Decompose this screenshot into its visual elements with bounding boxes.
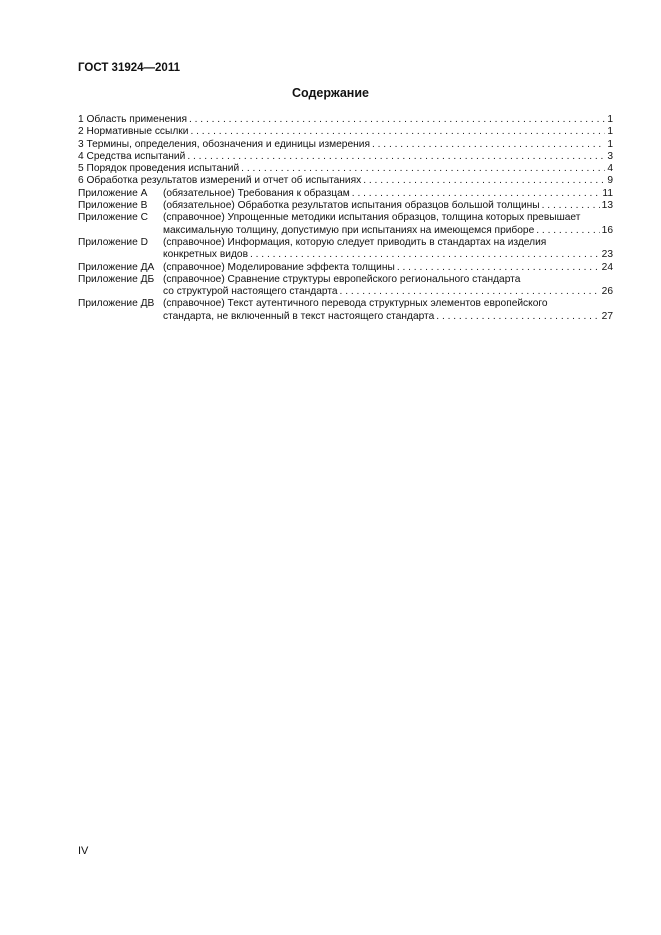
dot-leader: [397, 262, 600, 274]
toc-page-number: 16: [601, 224, 613, 236]
toc-page-number: 4: [607, 163, 613, 175]
appendix-title: (обязательное) Требования к образцам: [163, 187, 350, 199]
page-title: Содержание: [291, 86, 369, 100]
toc-appendix-da[interactable]: [78, 262, 613, 274]
dot-leader: [241, 163, 605, 175]
appendix-label: Приложение А: [78, 187, 148, 199]
appendix-title-continued: со структурой настоящего стандарта: [163, 286, 338, 298]
toc-section-3[interactable]: [78, 139, 613, 151]
toc-page-number: 27: [601, 310, 613, 322]
toc-appendix-db[interactable]: [78, 274, 613, 299]
appendix-title: (справочное) Информация, которую следует приводить в стандартах на изделия: [163, 236, 547, 248]
dot-leader: [363, 175, 605, 187]
dot-leader: [436, 311, 599, 323]
appendix-title: (справочное) Упрощенные методики испытания образцов, толщина которых превышает: [163, 212, 581, 224]
appendix-label: Приложение ДБ: [78, 273, 155, 285]
toc-page-number: 3: [607, 150, 613, 162]
toc-appendix-d[interactable]: [78, 237, 613, 262]
toc-section-2[interactable]: [78, 126, 613, 138]
toc-section-4[interactable]: [78, 151, 613, 163]
appendix-title-continued: максимальную толщину, допустимую при испытаниях на имеющемся приборе: [163, 224, 535, 236]
toc-entry-title: 4 Средства испытаний: [78, 150, 186, 162]
toc-section-1[interactable]: [78, 114, 613, 126]
toc-appendix-a[interactable]: [78, 188, 613, 200]
toc-appendix-c[interactable]: [78, 212, 613, 237]
toc-page-number: 24: [601, 261, 613, 273]
appendix-title: (справочное) Моделирование эффекта толщины: [163, 261, 395, 273]
toc-entry-title: 2 Нормативные ссылки: [78, 126, 189, 138]
toc-entry-title: 1 Область применения: [78, 114, 187, 125]
toc-page-number: 1: [607, 138, 613, 150]
appendix-label: Приложение В: [78, 200, 148, 212]
toc-page-number: 9: [607, 175, 613, 187]
appendix-label: Приложение D: [78, 236, 148, 248]
appendix-label: Приложение ДВ: [78, 298, 155, 310]
appendix-title: (справочное) Сравнение структуры европейского регионального стандарта: [163, 273, 521, 285]
appendix-title: (обязательное) Обработка результатов испытания образцов большой толщины: [163, 200, 540, 212]
table-of-contents: [78, 114, 613, 323]
toc-page-number: 26: [601, 286, 613, 298]
toc-entry-title: 6 Обработка результатов измерений и отчет об испытаниях: [78, 175, 362, 187]
toc-entry-title: 3 Термины, определения, обозначения и единицы измерения: [78, 138, 370, 150]
dot-leader: [542, 200, 600, 212]
toc-page-number: 1: [607, 126, 613, 138]
appendix-title-continued: стандарта, не включенный в текст настоящего стандарта: [163, 310, 435, 322]
appendix-title: (справочное) Текст аутентичного перевода структурных элементов европейского: [163, 298, 548, 310]
toc-page-number: 11: [602, 187, 613, 199]
appendix-title-continued: конкретных видов: [163, 249, 248, 261]
dot-leader: [189, 114, 605, 126]
toc-section-5[interactable]: [78, 163, 613, 175]
document-header: ГОСТ 31924—2011: [78, 62, 180, 74]
toc-page-number: 13: [601, 200, 613, 212]
toc-page-number: 23: [601, 249, 613, 261]
page-number-footer: IV: [78, 845, 89, 857]
toc-appendix-dv[interactable]: [78, 298, 613, 323]
appendix-label: Приложение ДА: [78, 261, 155, 273]
dot-leader: [536, 225, 599, 237]
dot-leader: [340, 286, 600, 298]
dot-leader: [352, 188, 601, 200]
dot-leader: [190, 126, 605, 138]
dot-leader: [187, 151, 605, 163]
toc-section-6[interactable]: [78, 175, 613, 187]
toc-appendix-b[interactable]: [78, 200, 613, 212]
dot-leader: [372, 139, 605, 151]
toc-entry-title: 5 Порядок проведения испытаний: [78, 163, 240, 175]
dot-leader: [250, 249, 600, 261]
toc-page-number: 1: [607, 114, 613, 125]
appendix-label: Приложение С: [78, 212, 148, 224]
